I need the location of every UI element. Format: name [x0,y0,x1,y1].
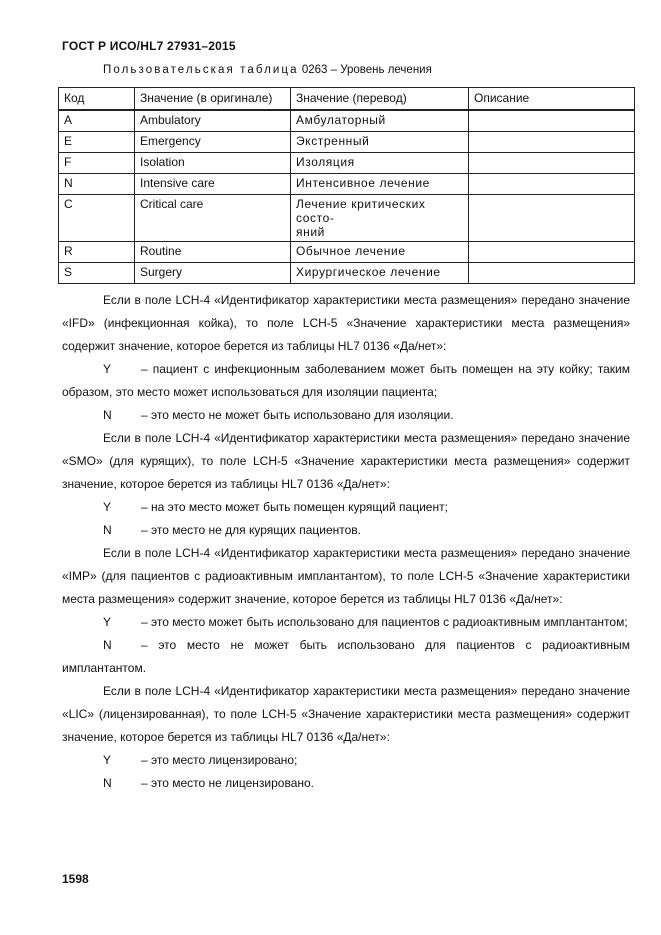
cell-translation: Лечение критических состо- яний [291,195,469,242]
paragraph-ifd: Если в поле LCH-4 «Идентификатор характеристики места размещения» передано значение «IFD» (инфекционная койка), то поле LCH-5 «Значение характеристики места размещения» содержит значение, которое берется из таблицы HL7 0136 «Да/нет»: [62,293,630,353]
body-text [62,289,630,795]
cell-description [469,174,635,195]
item-key: N [103,776,112,790]
table-row [59,174,635,195]
care-level-table [58,87,635,284]
paragraph-smo: Если в поле LCH-4 «Идентификатор характеристики места размещения» передано значение «SMO» (для курящих), то поле LCH-5 «Значение характеристики места размещения» содержит значение, которое берется из таблицы HL7 0136 «Да/нет»: [62,431,630,491]
item-key: Y [103,500,112,514]
cell-original: Critical care [135,195,291,242]
table-row [59,263,635,284]
list-item-ifd-y [62,358,630,404]
item-text: – это место не может быть использовано для изоляции. [141,408,454,422]
cell-original: Isolation [135,153,291,174]
list-item-lic-y [62,749,630,772]
item-key: N [103,408,112,422]
table-row [59,195,635,242]
table-caption-number: 0263 [301,64,328,76]
cell-translation: Амбулаторный [291,110,469,132]
cell-code: S [59,263,135,284]
column-header-code: Код [59,88,135,111]
item-text: – пациент с инфекционным заболеванием может быть помещен на эту койку; таким образом, это место может использоваться для изоляции пациента; [62,362,630,399]
cell-description [469,110,635,132]
item-text: – это место не лицензировано. [141,776,315,790]
cell-code: C [59,195,135,242]
item-key: Y [103,753,112,767]
page-number: 1598 [62,872,89,886]
cell-translation: Хирургическое лечение [291,263,469,284]
cell-original: Routine [135,242,291,263]
list-item-smo-y [62,496,630,519]
table-caption-title: Уровень лечения [340,64,432,76]
paragraph-lic: Если в поле LCH-4 «Идентификатор характеристики места размещения» передано значение «LIC» (лицензированная), то поле LCH-5 «Значение характеристики места размещения» содержит значение, которое берется из таблицы HL7 0136 «Да/нет»: [62,684,630,744]
cell-original: Intensive care [135,174,291,195]
table-caption [103,64,432,76]
paragraph-imp: Если в поле LCH-4 «Идентификатор характеристики места размещения» передано значение «IMP» (для пациентов с радиоактивным имплантантом), то поле LCH-5 «Значение характеристики места размещения» содержит значение, которое берется из таблицы HL7 0136 «Да/нет»: [62,546,630,606]
cell-original: Ambulatory [135,110,291,132]
column-header-description: Описание [469,88,635,111]
cell-original: Emergency [135,132,291,153]
column-header-translation: Значение (перевод) [291,88,469,111]
table-caption-prefix: Пользовательская таблица [103,64,299,76]
cell-translation: Экстренный [291,132,469,153]
list-item-imp-n [62,634,630,680]
cell-description [469,132,635,153]
item-key: N [103,638,112,652]
cell-original: Surgery [135,263,291,284]
cell-translation: Интенсивное лечение [291,174,469,195]
item-text: – это место может быть использовано для пациентов с радиоактивным имплантантом; [141,615,628,629]
cell-description [469,153,635,174]
table-row [59,132,635,153]
cell-code: N [59,174,135,195]
item-key: Y [103,615,112,629]
item-text: – это место не для курящих пациентов. [141,523,361,537]
list-item-imp-y [62,611,630,634]
item-text: – это место лицензировано; [141,753,298,767]
item-text: – на это место может быть помещен курящий пациент; [141,500,448,514]
cell-code: A [59,110,135,132]
list-item-lic-n [62,772,630,795]
item-text: – это место не может быть использовано для пациентов с радиоактивным имплантантом. [62,638,630,675]
cell-code: F [59,153,135,174]
list-item-ifd-n [62,404,630,427]
column-header-original: Значение (в оригинале) [135,88,291,111]
cell-translation: Обычное лечение [291,242,469,263]
list-item-smo-n [62,519,630,542]
cell-code: E [59,132,135,153]
cell-description [469,195,635,242]
table-row [59,110,635,132]
cell-translation: Изоляция [291,153,469,174]
table-row [59,242,635,263]
document-header: ГОСТ Р ИСО/HL7 27931–2015 [62,39,236,53]
cell-description [469,242,635,263]
table-caption-dash: – [330,64,338,76]
item-key: Y [103,362,112,376]
table-row [59,153,635,174]
cell-code: R [59,242,135,263]
item-key: N [103,523,112,537]
cell-description [469,263,635,284]
table-header-row [59,88,635,111]
